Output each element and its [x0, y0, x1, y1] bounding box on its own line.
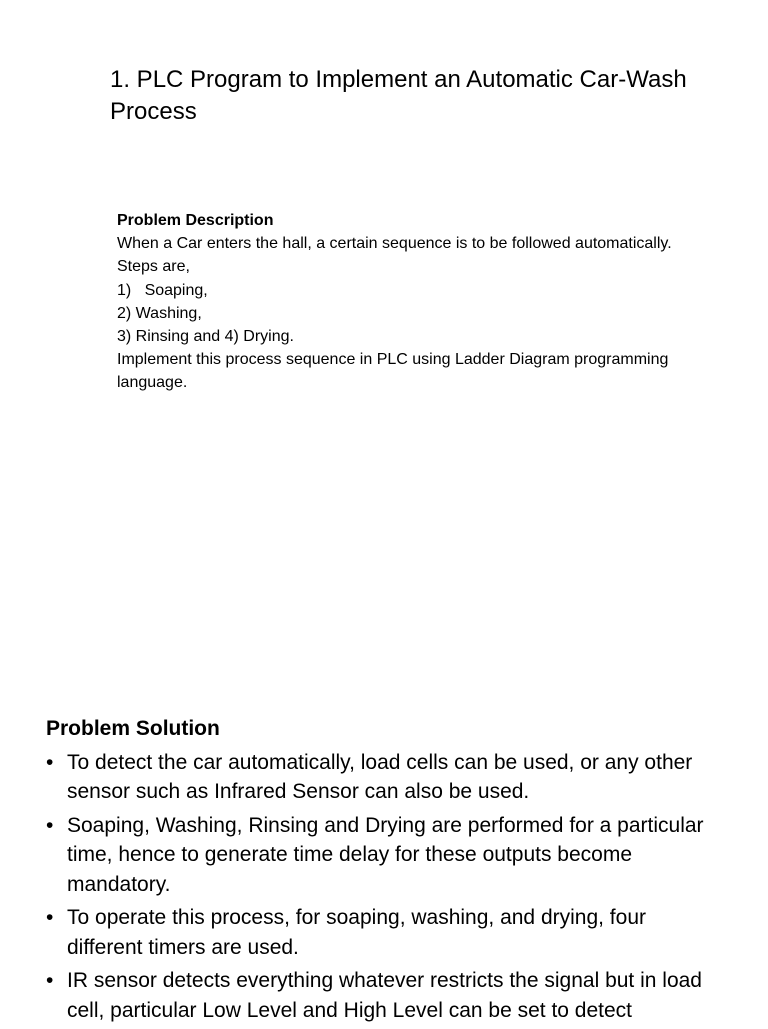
bullet-icon: • — [46, 750, 54, 774]
solution-bullet-list — [46, 748, 726, 1026]
solution-bullet-text: Soaping, Washing, Rinsing and Drying are performed for a particular time, hence to generate time delay for these outputs become mandatory. — [67, 813, 704, 896]
problem-line: Steps are, — [117, 258, 190, 276]
problem-step: 3) Rinsing and 4) Drying. — [117, 328, 294, 346]
problem-step: 2) Washing, — [117, 304, 202, 322]
solution-bullet-item — [46, 903, 726, 962]
solution-bullet-text: IR sensor detects everything whatever restricts the signal but in load cell, particular Low Level and High Level can be set to detect — [67, 969, 702, 1022]
problem-description-heading: Problem Description — [117, 212, 274, 229]
problem-line: When a Car enters the hall, a certain sequence is to be followed automatically. — [117, 235, 672, 253]
problem-description — [117, 209, 727, 395]
solution-bullet-item — [46, 748, 726, 807]
page-title: 1. PLC Program to Implement an Automatic Car-Wash Process — [110, 66, 687, 125]
solution-bullet-text: To operate this process, for soaping, washing, and drying, four different timers are used. — [67, 906, 646, 959]
solution-bullet-item — [46, 966, 726, 1025]
bullet-icon: • — [46, 813, 54, 837]
solution-bullet-item — [46, 811, 726, 900]
solution-bullet-text: To detect the car automatically, load cells can be used, or any other sensor such as Infrared Sensor can also be used. — [67, 750, 693, 803]
bullet-icon: • — [46, 969, 54, 992]
bullet-icon: • — [46, 906, 54, 929]
problem-solution — [46, 714, 726, 1029]
problem-step: 1) Soaping, — [117, 281, 208, 299]
problem-solution-heading: Problem Solution — [46, 717, 220, 740]
problem-line: Implement this process sequence in PLC using Ladder Diagram programming language. — [117, 351, 669, 392]
